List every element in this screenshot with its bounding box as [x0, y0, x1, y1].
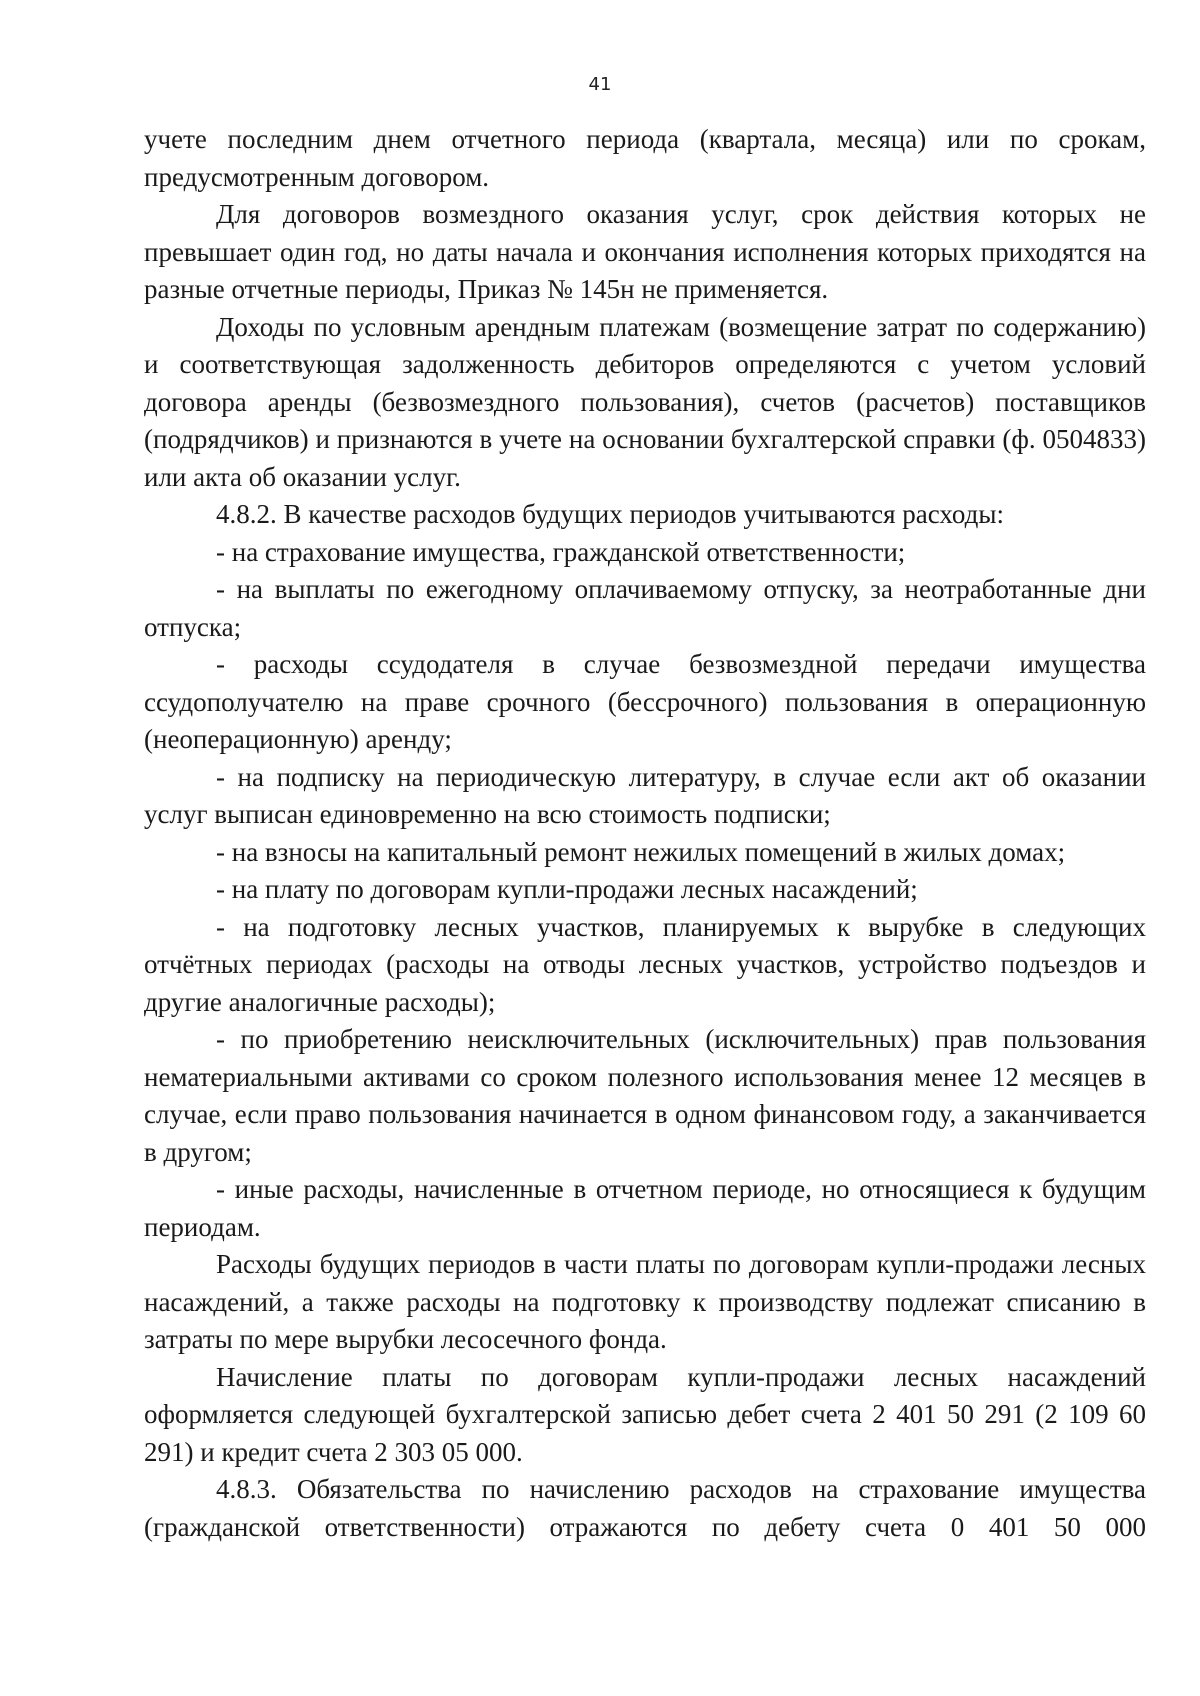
- list-item-subscription: - на подписку на периодическую литературу, в случае если акт об оказании услуг выписан единовременно на всю стоимость подписки;: [144, 761, 1146, 829]
- paragraph-accounting-entry: Начисление платы по договорам купли-продажи лесных насаждений оформляется следующей бухгалтерской записью дебет счета 2 401 50 291 (2 109 60 291) и кредит счета 2 303 05 000.: [144, 1361, 1146, 1467]
- list-item-lender-expenses: - расходы ссудодателя в случае безвозмездной передачи имущества ссудополучателю на праве срочного (бессрочного) пользования в операционную (неоперационную) аренду;: [144, 649, 1146, 754]
- list-item-intangible-rights: - по приобретению неисключительных (исключительных) прав пользования нематериальными активами со сроком полезного использования менее 12 месяцев в случае, если право пользования начинается в одном финансовом году, а заканчивается в другом;: [144, 1024, 1146, 1167]
- list-item-insurance: - на страхование имущества, гражданской ответственности;: [216, 536, 906, 567]
- section-heading-4-8-2: 4.8.2. В качестве расходов будущих периодов учитываются расходы:: [216, 499, 1004, 529]
- section-heading-4-8-3: 4.8.3. Обязательства по начислению расходов на страхование имущества (гражданской ответственности) отражаются по дебету счета 0 401 50 000: [144, 1474, 1146, 1542]
- list-item-vacation: - на выплаты по ежегодному оплачиваемому отпуску, за неотработанные дни отпуска;: [144, 574, 1146, 642]
- list-item-forest-purchase: - на плату по договорам купли-продажи лесных насаждений;: [216, 874, 918, 904]
- paragraph-writeoff: Расходы будущих периодов в части платы по договорам купли-продажи лесных насаждений, а также расходы на подготовку к производству подлежат списанию в затраты по мере вырубки лесосечного фонда.: [144, 1249, 1146, 1354]
- paragraph-rental-income: Доходы по условным арендным платежам (возмещение затрат по содержанию) и соответствующая задолженность дебиторов определяются с учетом условий договора аренды (безвозмездного пользования), счетов (расчетов) поставщиков (подрядчиков) и признаются в учете на основании бухгалтерской справки (ф. 0504833) или акта об оказании услуг.: [144, 311, 1146, 492]
- paragraph-continuation: учете последним днем отчетного периода (квартала, месяца) или по срокам, предусмотренным договором.: [144, 124, 1146, 192]
- document-body: [144, 121, 1146, 1546]
- paragraph-service-contracts: Для договоров возмездного оказания услуг, срок действия которых не превышает один год, но даты начала и окончания исполнения которых приходятся на разные отчетные периоды, Приказ № 145н не применяется.: [144, 199, 1146, 304]
- list-item-capital-repair: - на взносы на капитальный ремонт нежилых помещений в жилых домах;: [216, 836, 1066, 867]
- list-item-forest-preparation: - на подготовку лесных участков, планируемых к вырубке в следующих отчётных периодах (расходы на отводы лесных участков, устройство подъездов и другие аналогичные расходы);: [144, 911, 1146, 1017]
- list-item-other-expenses: - иные расходы, начисленные в отчетном периоде, но относящиеся к будущим периодам.: [144, 1174, 1146, 1242]
- page-number: 41: [588, 74, 612, 95]
